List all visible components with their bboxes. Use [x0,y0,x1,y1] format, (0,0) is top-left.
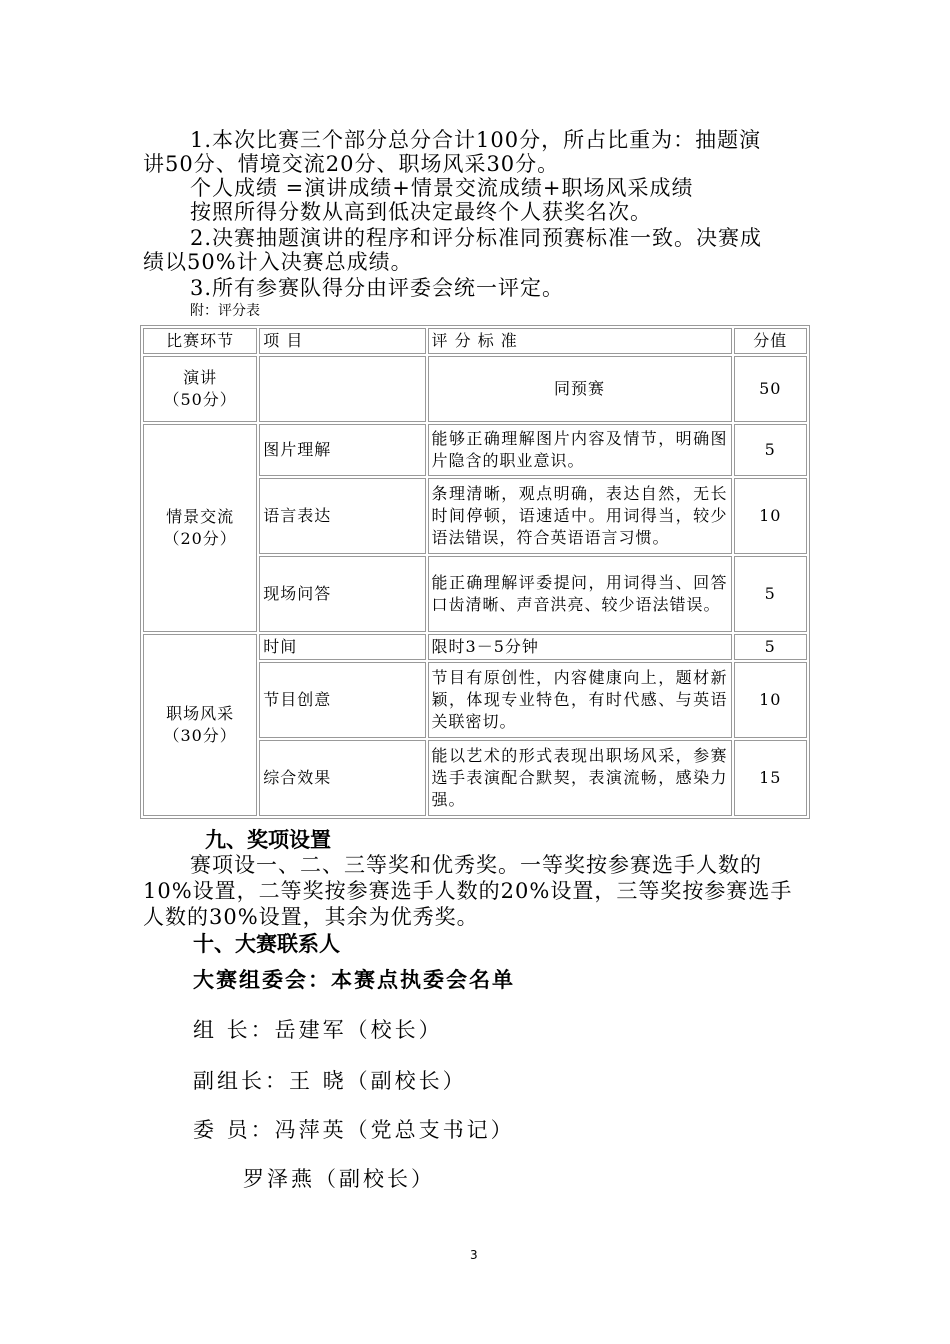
header-item: 项 目 [259,328,425,354]
table-header-row [143,328,807,354]
header-score: 分值 [734,328,807,354]
header-criteria: 评 分 标 准 [428,328,732,354]
criteria-qa: 能正确理解评委提问，用词得当、回答口齿清晰、声音洪亮、较少语法错误。 [428,556,732,632]
score-speech: 50 [734,356,807,422]
awards-heading: 九、奖项设置 [205,828,331,852]
criteria-language: 条理清晰，观点明确，表达自然，无长时间停顿，语速适中。用词得当，较少语法错误，符合英语语言习惯。 [428,478,732,554]
item-qa: 现场问答 [259,556,425,632]
criteria-overall: 能以艺术的形式表现出职场风采，参赛选手表演配合默契，表演流畅，感染力强。 [428,740,732,816]
committee-deputy: 副组长：王 晓（副校长） [193,1069,467,1093]
rule-3: 3.所有参赛队得分由评委会统一评定。 [190,276,565,300]
score-overall: 15 [734,740,807,816]
stage-speech: 演讲 （50分） [143,356,257,422]
table-row-speech [143,356,807,422]
rule-2-line-1: 2.决赛抽题演讲的程序和评分标准同预赛标准一致。决赛成 [190,226,763,250]
rule-1-line-2: 讲50分、情境交流20分、职场风采30分。 [143,152,560,176]
table-row [143,424,807,476]
score-formula: 个人成绩 =演讲成绩+情景交流成绩+职场风采成绩 [190,176,694,200]
item-language: 语言表达 [259,478,425,554]
table-row [143,634,807,660]
ranking-rule: 按照所得分数从高到低决定最终个人获奖名次。 [190,200,652,224]
rule-1-line-1: 1.本次比赛三个部分总分合计100分，所占比重为：抽题演 [190,128,762,152]
criteria-speech: 同预赛 [428,356,732,422]
item-time: 时间 [259,634,425,660]
score-time: 5 [734,634,807,660]
score-picture: 5 [734,424,807,476]
rule-2-line-2: 绩以50%计入决赛总成绩。 [143,250,413,274]
stage-situation: 情景交流 （20分） [143,424,257,632]
item-picture: 图片理解 [259,424,425,476]
score-qa: 5 [734,556,807,632]
page-number: 3 [470,1248,478,1262]
score-language: 10 [734,478,807,554]
score-creativity: 10 [734,662,807,738]
item-overall: 综合效果 [259,740,425,816]
committee-member: 委 员：冯萍英（党总支书记） [193,1118,515,1142]
item-speech-empty [259,356,425,422]
contacts-heading: 十、大赛联系人 [193,932,340,956]
header-stage: 比赛环节 [143,328,257,354]
scoring-table [140,325,810,819]
criteria-time: 限时3－5分钟 [428,634,732,660]
criteria-picture: 能够正确理解图片内容及情节，明确图片隐含的职业意识。 [428,424,732,476]
committee-leader: 组 长：岳建军（校长） [193,1018,443,1042]
item-creativity: 节目创意 [259,662,425,738]
awards-line-2: 10%设置，二等奖按参赛选手人数的20%设置，三等奖按参赛选手 [143,879,793,903]
awards-line-1: 赛项设一、二、三等奖和优秀奖。一等奖按参赛选手人数的 [190,853,762,877]
awards-line-3: 人数的30%设置，其余为优秀奖。 [143,905,479,929]
committee-title: 大赛组委会：本赛点执委会名单 [193,968,515,992]
attachment-label: 附：评分表 [190,303,260,319]
criteria-creativity: 节目有原创性，内容健康向上，题材新颖，体现专业特色，有时代感、与英语关联密切。 [428,662,732,738]
stage-career: 职场风采 （30分） [143,634,257,816]
committee-member-2: 罗泽燕（副校长） [243,1167,435,1191]
